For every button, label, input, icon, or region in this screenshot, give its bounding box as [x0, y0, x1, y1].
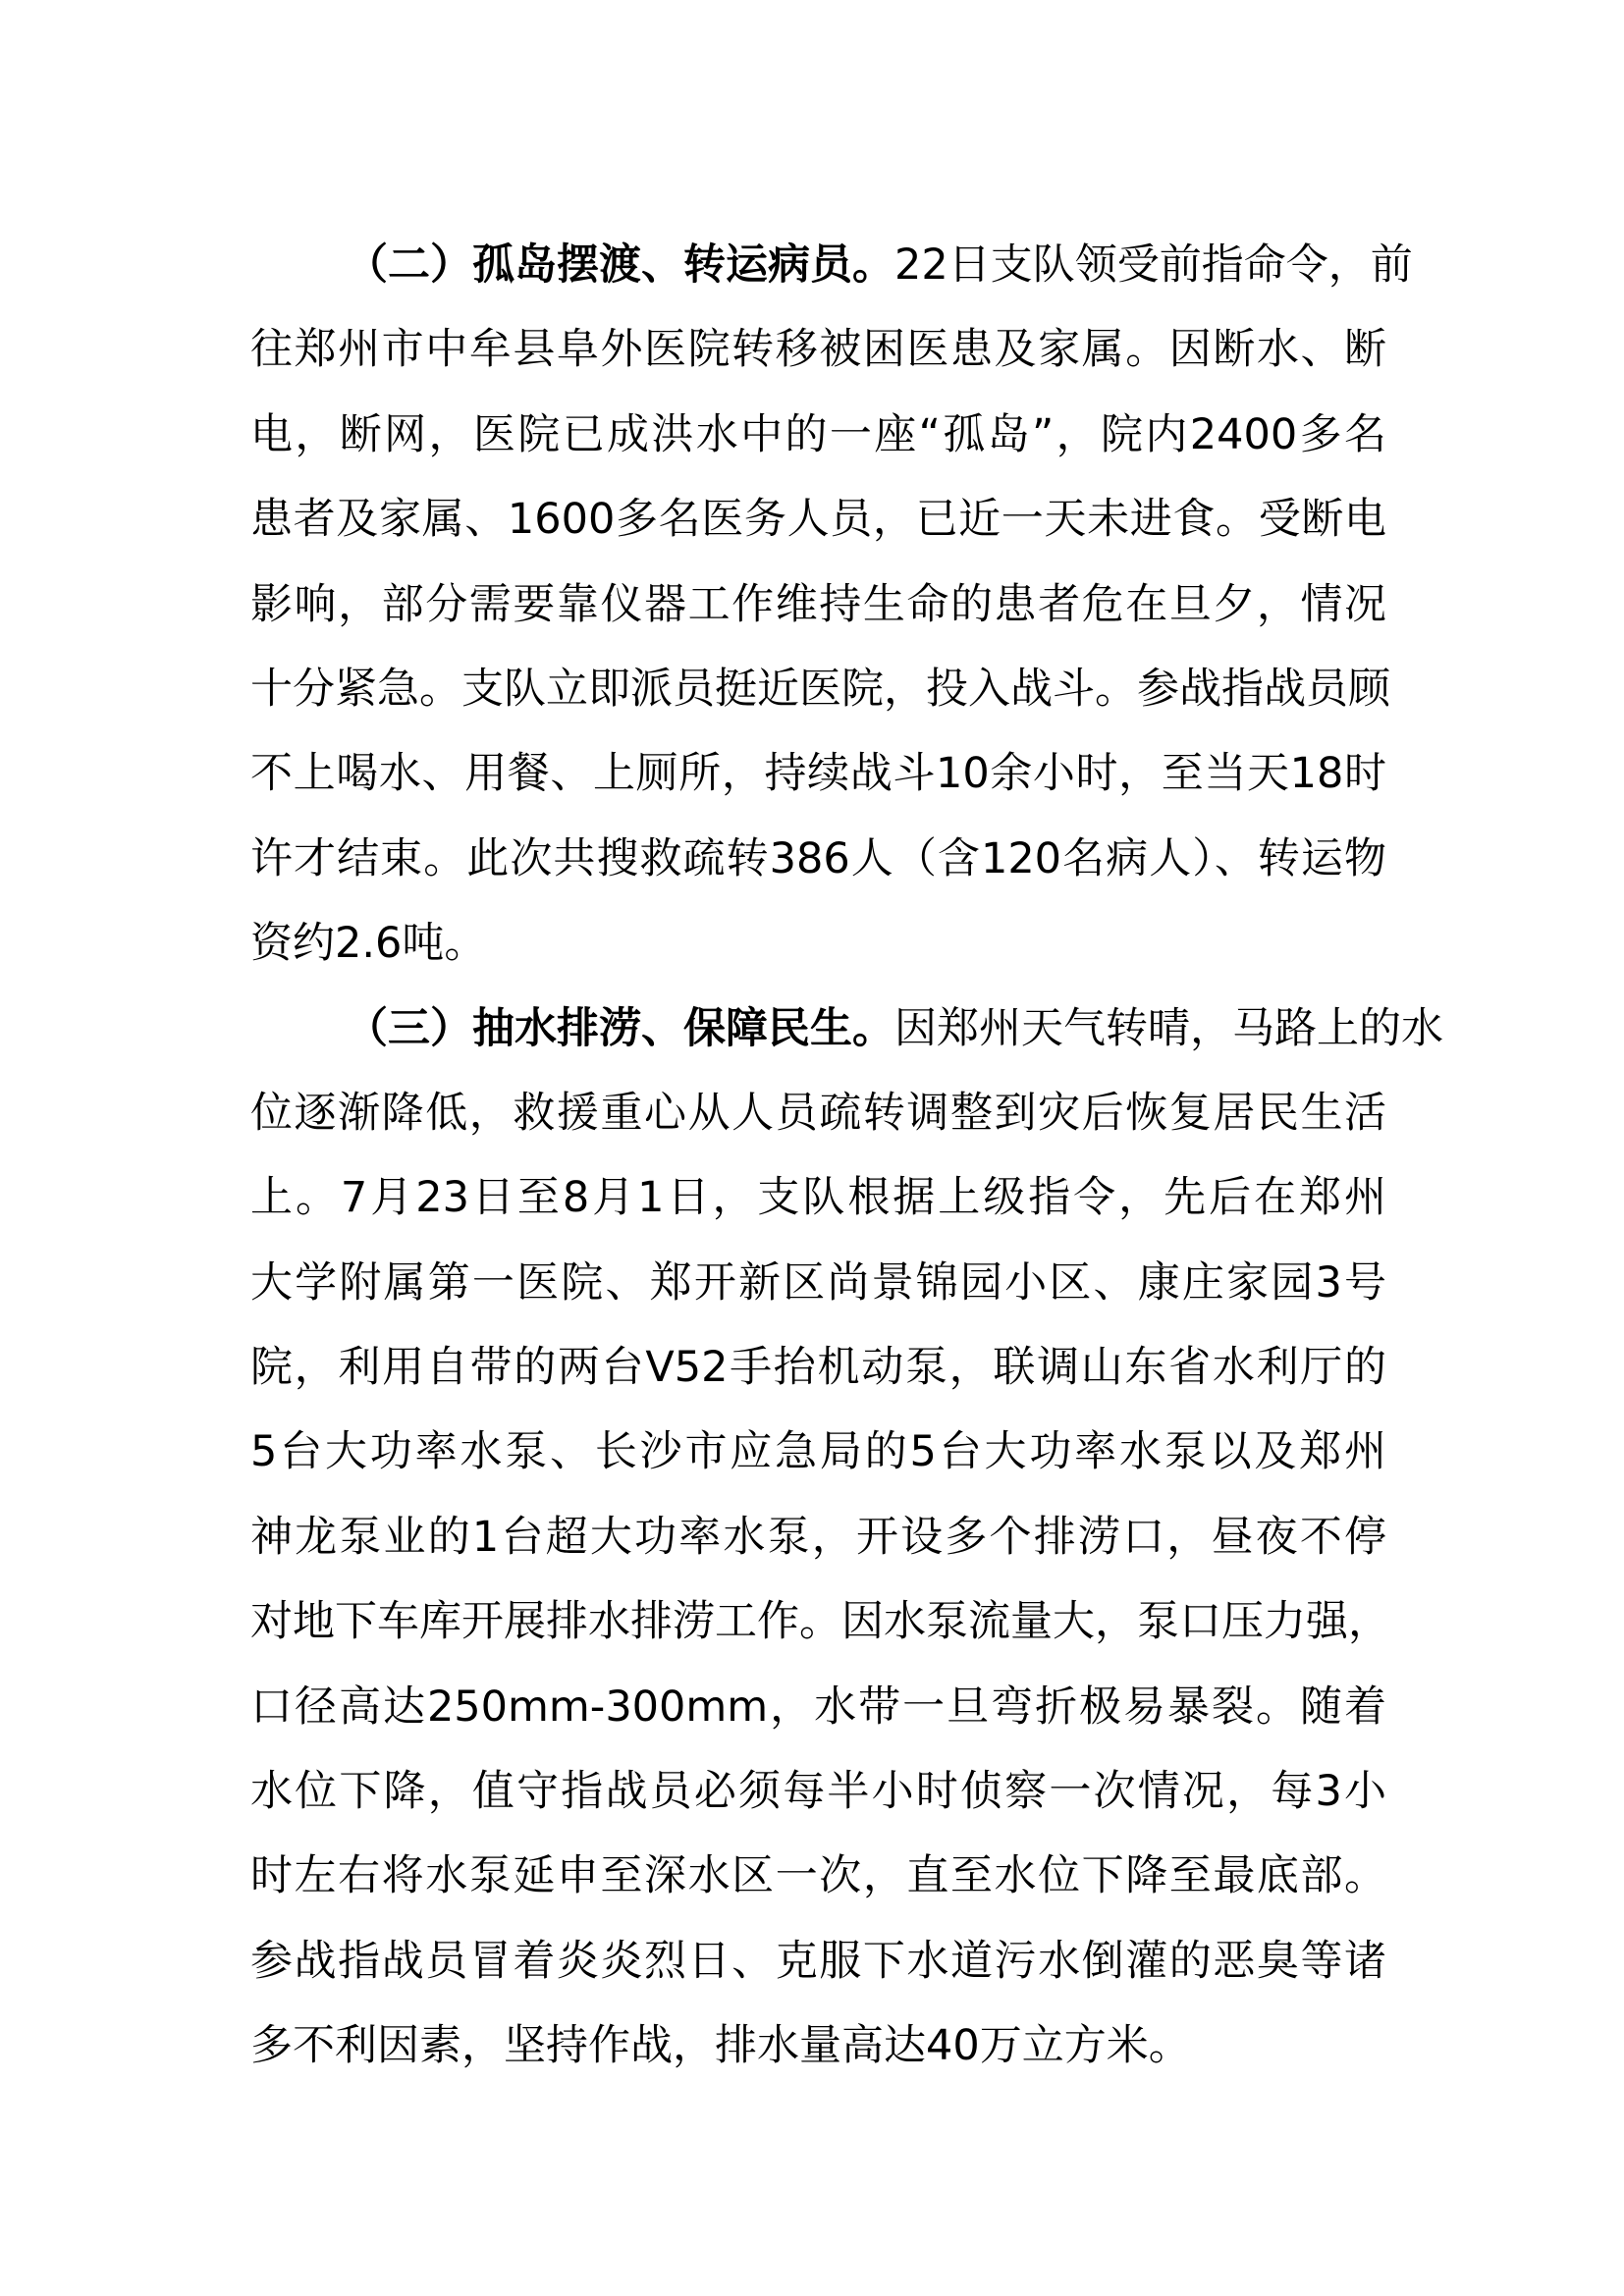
text-line: [250, 2003, 1386, 2088]
line-text: 十分紧急。支队立即派员挺近医院，投入战斗。参战指战员顾: [250, 664, 1390, 714]
text-line: [250, 731, 1386, 816]
line-text: 22日支队领受前指命令，前: [894, 240, 1413, 290]
text-line: [250, 1665, 1386, 1749]
text-line: [250, 1834, 1386, 1918]
text-line: [250, 987, 1443, 1071]
text-line: [250, 647, 1390, 731]
text-line: [250, 562, 1386, 647]
text-line: [250, 223, 1413, 307]
line-text: 5台大功率水泵、长沙市应急局的5台大功率水泵以及郑州: [250, 1427, 1386, 1477]
line-text: 电，断网，医院已成洪水中的一座“孤岛”，院内2400多名: [250, 409, 1386, 459]
line-text: 患者及家属、1600多名医务人员，已近一天未进食。受断电: [250, 495, 1386, 545]
line-text: 位逐渐降低，救援重心从人员疏转调整到灾后恢复居民生活: [250, 1088, 1386, 1138]
text-line: [250, 393, 1386, 477]
line-text: 上。7月23日至8月1日，支队根据上级指令，先后在郑州: [250, 1173, 1386, 1223]
line-text: 对地下车库开展排水排涝工作。因水泵流量大，泵口压力强，: [250, 1597, 1390, 1647]
line-text: 大学附属第一医院、郑开新区尚景锦园小区、康庄家园3号: [250, 1257, 1386, 1308]
document-body: [250, 223, 1443, 2089]
line-text: 往郑州市中牟县阜外医院转移被困医患及家属。因断水、断: [250, 325, 1386, 375]
text-line: [250, 307, 1386, 392]
text-line: [250, 477, 1386, 561]
paragraph: [250, 223, 1413, 987]
line-text: 水位下降，值守指战员必须每半小时侦察一次情况，每3小: [250, 1767, 1386, 1817]
line-text: 时左右将水泵延申至深水区一次，直至水位下降至最底部。: [250, 1851, 1386, 1901]
line-text: 参战指战员冒着炎炎烈日、克服下水道污水倒灌的恶臭等诸: [250, 1936, 1386, 1986]
line-text: 不上喝水、用餐、上厕所，持续战斗10余小时，至当天18时: [250, 749, 1386, 799]
section-heading: （三）抽水排涝、保障民生。: [346, 1003, 894, 1053]
line-text: 许才结束。此次共搜救疏转386人（含120名病人）、转运物: [250, 833, 1386, 883]
text-line: [250, 1579, 1390, 1664]
line-text: 口径高达250mm-300mm，水带一旦弯折极易暴裂。随着: [250, 1682, 1386, 1732]
line-text: 多不利因素，坚持作战，排水量高达40万立方米。: [250, 2021, 1191, 2071]
line-text: 资约2.6吨。: [250, 919, 487, 969]
text-line: [250, 1749, 1386, 1834]
paragraph: [250, 987, 1443, 2089]
text-line: [250, 901, 1386, 986]
text-line: [250, 817, 1386, 901]
text-line: [250, 1410, 1386, 1494]
section-heading: （二）孤岛摆渡、转运病员。: [346, 240, 894, 290]
text-line: [250, 1241, 1386, 1325]
text-line: [250, 1325, 1386, 1410]
line-text: 神龙泵业的1台超大功率水泵，开设多个排涝口，昼夜不停: [250, 1512, 1386, 1562]
text-line: [250, 1155, 1386, 1240]
line-text: 因郑州天气转晴，马路上的水: [894, 1003, 1443, 1053]
line-text: 院，利用自带的两台V52手抬机动泵，联调山东省水利厅的: [250, 1343, 1386, 1393]
text-line: [250, 1495, 1386, 1579]
text-line: [250, 1919, 1386, 2003]
text-line: [250, 1071, 1386, 1155]
line-text: 影响，部分需要靠仪器工作维持生命的患者危在旦夕，情况: [250, 579, 1386, 629]
